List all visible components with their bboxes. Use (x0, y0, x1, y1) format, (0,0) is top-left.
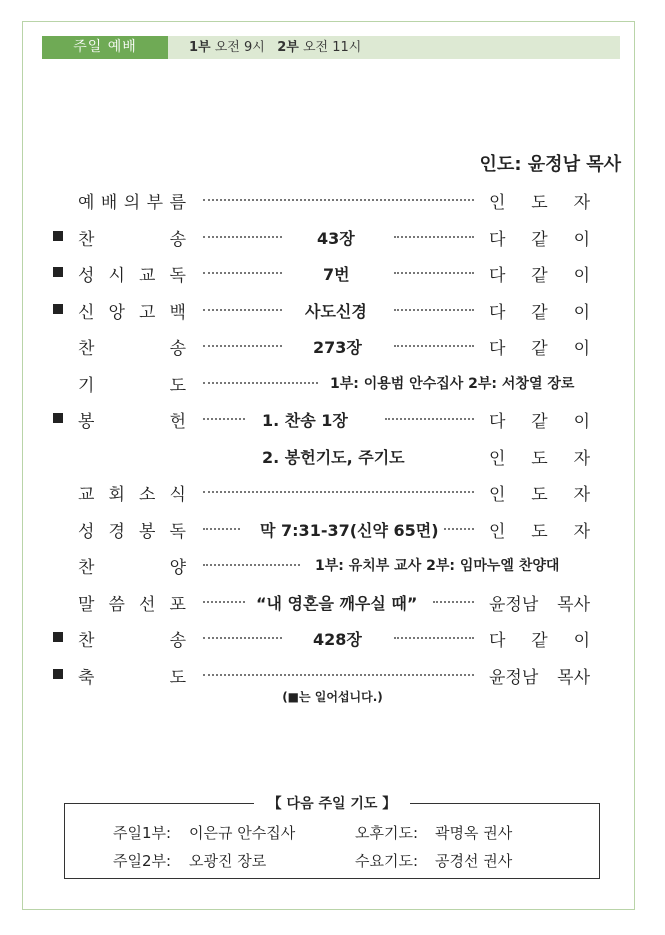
order-label: 신 앙 고 백 (78, 302, 186, 323)
leader-dots (394, 637, 474, 639)
order-label: 찬 양 (78, 558, 186, 578)
service-tag: 주일 예배 (42, 36, 168, 59)
leader-dots (394, 309, 474, 311)
leader-dots (203, 199, 474, 201)
order-performer: 인 도 자 (489, 521, 590, 542)
order-label: 찬 송 (78, 229, 186, 250)
order-row (0, 550, 665, 578)
order-performer: 다 같 이 (489, 302, 590, 323)
prayer-key: 주일2부: (113, 852, 172, 870)
order-performer: 인 도 자 (489, 193, 590, 213)
order-label: 교 회 소 식 (78, 485, 186, 505)
prayer-person: 공경선 권사 (435, 852, 513, 870)
order-label: 예 배 의 부 름 (78, 193, 186, 213)
service-times (189, 36, 361, 59)
order-detail: 273장 (313, 338, 362, 357)
order-label: 성 경 봉 독 (78, 521, 186, 542)
order-row (0, 185, 665, 213)
order-label: 찬 송 (78, 339, 186, 359)
order-detail: 7번 (323, 265, 350, 284)
stand-bullet-icon (53, 267, 63, 277)
order-performer: 인 도 자 (489, 448, 590, 469)
stand-bullet-icon (53, 632, 63, 642)
service1-label: 1부 (189, 40, 211, 55)
leader-dots (203, 637, 282, 639)
order-row (0, 514, 665, 542)
prayer-key: 주일1부: (113, 824, 172, 842)
order-performer: 다 같 이 (489, 631, 590, 651)
leader-dots (203, 601, 245, 603)
order-performer: 윤정남 목사 (489, 667, 590, 688)
leader-dots (394, 345, 474, 347)
order-row (0, 477, 665, 505)
leader-dots (203, 345, 282, 347)
order-row (0, 441, 665, 469)
order-row (0, 368, 665, 396)
leader-dots (203, 528, 240, 530)
order-detail: 2. 봉헌기도, 주기도 (262, 447, 405, 467)
leader-dots (394, 272, 474, 274)
order-label: 말 씀 선 포 (78, 594, 186, 615)
leader-dots (203, 564, 300, 566)
order-performer: 다 같 이 (489, 339, 590, 359)
order-detail: 사도신경 (305, 301, 367, 321)
leader-dots (444, 528, 474, 530)
order-label: 기 도 (78, 375, 186, 396)
order-row (0, 331, 665, 359)
stand-bullet-icon (53, 413, 63, 423)
order-detail: 1부: 유치부 교사 2부: 임마누엘 찬양대 (315, 558, 560, 574)
order-detail: 1부: 이용범 안수집사 2부: 서창열 장로 (330, 375, 575, 392)
prayer-person: 이은규 안수집사 (189, 824, 296, 842)
next-week-prayer-box (64, 796, 600, 879)
order-detail: 1. 찬송 1장 (262, 411, 348, 430)
order-label: 축 도 (78, 667, 186, 688)
order-performer: 윤정남 목사 (489, 594, 590, 615)
worship-leader: 인도: 윤정남 목사 (479, 154, 621, 175)
leader-dots (203, 236, 282, 238)
stand-bullet-icon (53, 231, 63, 241)
next-week-prayer-title: 【 다음 주일 기도 】 (254, 796, 411, 812)
order-performer: 다 같 이 (489, 266, 590, 286)
order-row (0, 222, 665, 250)
order-detail: 막 7:31-37(신약 65면) (260, 520, 439, 540)
leader-dots (203, 491, 474, 493)
leader-dots (433, 601, 474, 603)
order-detail: 428장 (313, 630, 362, 649)
service2-time: 오전 11시 (302, 40, 362, 55)
prayer-person: 오광진 장로 (189, 852, 267, 870)
order-performer: 다 같 이 (489, 412, 590, 432)
prayer-key: 오후기도: (355, 824, 419, 842)
leader-dots (203, 674, 474, 676)
order-row (0, 623, 665, 651)
standing-note: (■는 일어섭니다.) (282, 690, 383, 704)
order-detail: 43장 (317, 228, 355, 248)
leader-dots (203, 382, 318, 384)
service-header (42, 36, 620, 59)
service1-time: 오전 9시 (214, 40, 265, 55)
leader-dots (385, 418, 474, 420)
leader-dots (203, 309, 282, 311)
order-detail: “내 영혼을 깨우실 때” (256, 593, 418, 613)
leader-dots (203, 418, 245, 420)
order-row (0, 258, 665, 286)
service2-label: 2부 (277, 40, 299, 55)
leader-dots (394, 236, 474, 238)
order-row (0, 587, 665, 615)
order-label: 성 시 교 독 (78, 266, 186, 286)
prayer-key: 수요기도: (355, 852, 419, 870)
order-performer: 인 도 자 (489, 485, 590, 505)
order-row (0, 295, 665, 323)
order-row (0, 660, 665, 688)
order-performer: 다 같 이 (489, 229, 590, 250)
stand-bullet-icon (53, 669, 63, 679)
order-label: 봉 헌 (78, 412, 186, 432)
order-label: 찬 송 (78, 631, 186, 651)
order-row (0, 404, 665, 432)
prayer-person: 곽명옥 권사 (435, 824, 513, 842)
leader-dots (203, 272, 282, 274)
stand-bullet-icon (53, 304, 63, 314)
